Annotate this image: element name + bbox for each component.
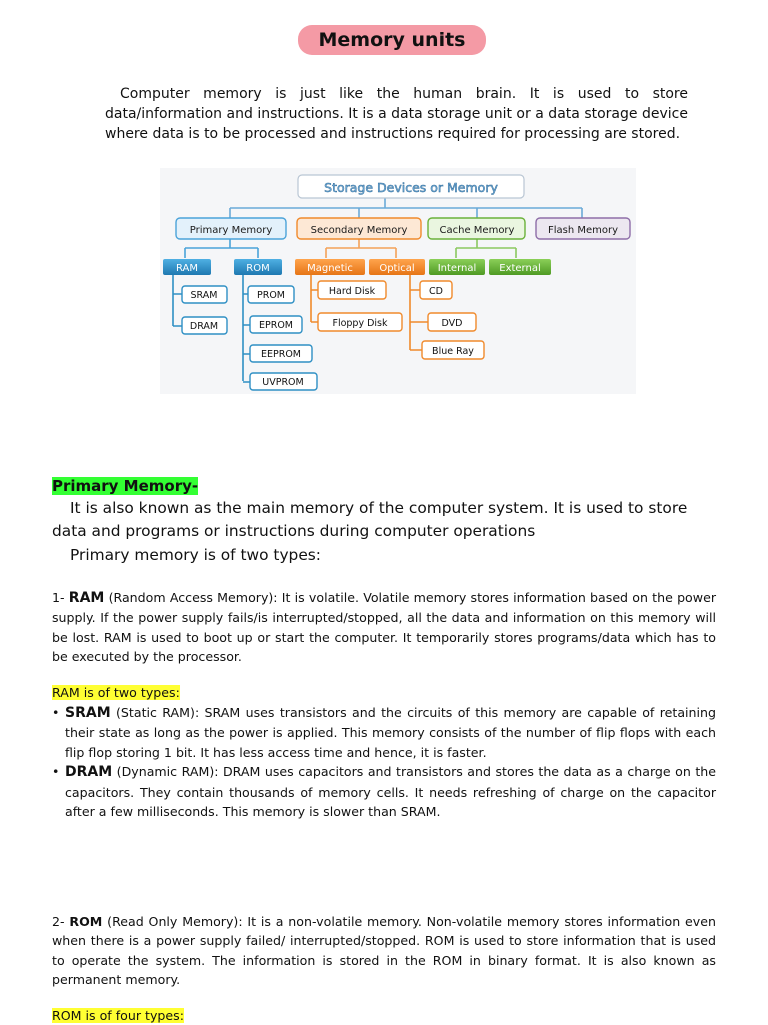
diagram-prom: PROM	[256, 290, 286, 301]
rom-body: (Read Only Memory): It is a non-volatile memory. Non-volatile memory stores information even when there is a power supply failed/ interrupted/stopped. ROM is used to store information that is used to operate the system. The information is stored in the ROM in binary format. It is also known as permanent memory.	[52, 914, 716, 988]
diagram-sram: SRAM	[190, 290, 218, 301]
diagram-root-label: Storage Devices or Memory	[324, 180, 498, 195]
ram-name: RAM	[68, 590, 105, 606]
ram-types-list	[52, 703, 716, 821]
primary-memory-heading	[52, 476, 198, 496]
diagram-uvprom: UVPROM	[262, 377, 304, 388]
rom-number: 2-	[52, 914, 65, 929]
primary-memory-heading-text: Primary Memory-	[52, 477, 199, 495]
list-item	[52, 703, 716, 762]
ram-types-heading-text: RAM is of two types:	[52, 685, 180, 700]
intro-paragraph: Computer memory is just like the human brain. It is used to store data/information and instructions. It is a data storage unit or a data storage device where data is to be processed and instructions required for processing are stored.	[105, 86, 688, 142]
dram-name: DRAM	[65, 764, 113, 781]
ram-types-heading	[52, 684, 180, 702]
sram-name: SRAM	[65, 705, 111, 721]
rom-types-heading-text: ROM is of four types:	[52, 1008, 184, 1023]
diagram-internal: Internal	[437, 263, 477, 274]
diagram-rom: ROM	[246, 263, 270, 274]
diagram-eprom: EPROM	[258, 320, 294, 331]
list-item	[52, 762, 716, 821]
rom-name: ROM	[69, 914, 103, 929]
rom-paragraph	[52, 912, 716, 990]
diagram-optical: Optical	[379, 263, 415, 274]
diagram-floppy-disk: Floppy Disk	[332, 318, 388, 329]
diagram-hard-disk: Hard Disk	[328, 286, 376, 297]
diagram-cd: CD	[429, 286, 443, 297]
diagram-dvd: DVD	[441, 318, 463, 329]
diagram-primary-memory: Primary Memory	[189, 225, 273, 236]
diagram-blue-ray: Blue Ray	[432, 346, 474, 357]
sram-body: (Static RAM): SRAM uses transistors and the circuits of this memory are capable of retaining their state as long as the power is applied. This memory consists of the number of flip flops with each flip flop storing 1 bit. It has less access time and hence, it is faster.	[65, 705, 716, 760]
ram-body: (Random Access Memory): It is volatile. Volatile memory stores information based on the power supply. If the power supply fails/is interrupted/stopped, all the data and information on this memory will be lost. RAM is used to boot up or start the computer. It temporarily stores programs/data which has to be executed by the processor.	[52, 590, 716, 665]
diagram-ram: RAM	[175, 263, 199, 274]
diagram-magnetic: Magnetic	[307, 263, 353, 274]
ram-paragraph	[52, 588, 716, 667]
rom-types-heading	[52, 1007, 184, 1025]
diagram-dram: DRAM	[189, 321, 219, 332]
dram-body: (Dynamic RAM): DRAM uses capacitors and transistors and stores the data as a charge on the capacitors. They contain thousands of memory cells. It needs refreshing of charge on the capacitor after a few milliseconds. This memory is slower than SRAM.	[65, 764, 716, 820]
storage-devices-diagram	[160, 168, 636, 394]
diagram-background	[160, 168, 636, 394]
primary-memory-types-line: Primary memory is of two types:	[70, 546, 321, 564]
diagram-secondary-memory: Secondary Memory	[310, 225, 408, 236]
page-title: Memory units	[298, 25, 486, 55]
diagram-cache-memory: Cache Memory	[439, 225, 515, 236]
primary-memory-description: It is also known as the main memory of the computer system. It is used to store data and programs or instructions during computer operations	[52, 499, 688, 540]
diagram-eeprom: EEPROM	[260, 349, 302, 360]
ram-number: 1-	[52, 590, 65, 605]
diagram-flash-memory: Flash Memory	[547, 225, 619, 236]
diagram-external: External	[499, 263, 541, 274]
